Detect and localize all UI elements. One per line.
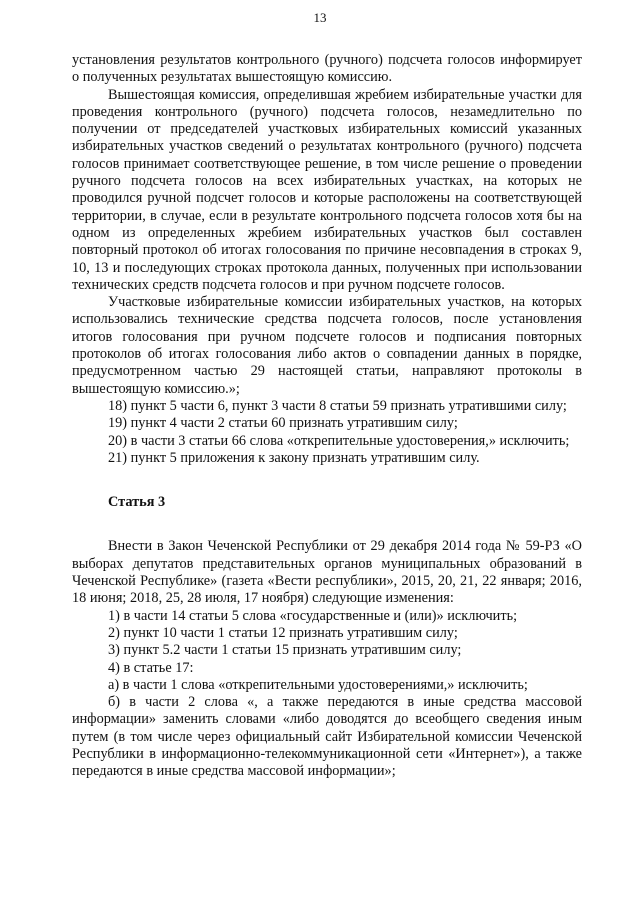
text-block-after	[72, 538, 582, 780]
text-block-before	[72, 52, 582, 467]
paragraph: 4) в статье 17:	[108, 659, 194, 676]
paragraph: Вышестоящая комиссия, определившая жребием избирательные участки для проведения контрольного (ручного) подсчета голосов, незамедлительно по получении от председателей участковых избирательных комиссий указанных избирательных участков сведений о результатах контрольного (ручного) подсчета голосов принимает соответствующее решение, в том числе решение о проведении ручного подсчета голосов на всех избирательных участках, на которых не проводился ручной подсчет голосов и которые расположены на соответствующей территории, в случае, если в результате контрольного подсчета голосов хотя бы на одном из определенных жребием избирательных участков был составлен повторный протокол об итогах голосования по причине несовпадения в строках 9, 10, 13 и последующих строках протокола данных, полученных при использовании технических средств подсчета голосов и при ручном подсчете голосов.	[72, 86, 582, 293]
paragraph: установления результатов контрольного (ручного) подсчета голосов информирует о полученных результатах вышестоящую комиссию.	[72, 52, 582, 86]
paragraph: 21) пункт 5 приложения к закону признать утратившим силу.	[108, 449, 480, 466]
paragraph: Участковые избирательные комиссии избирательных участков, на которых использовались технические средства подсчета голосов, после установления итогов голосования при ручном подсчете голосов и подписания повторных протоколов об итогах голосования либо актов о совпадении данных в порядке, предусмотренном частью 29 настоящей статьи, направляют протоколы в вышестоящую комиссию.»;	[72, 294, 582, 397]
paragraph: 19) пункт 4 части 2 статьи 60 признать утратившим силу;	[108, 415, 458, 432]
page-number: 13	[313, 10, 327, 25]
paragraph: 1) в части 14 статьи 5 слова «государственные и (или)» исключить;	[108, 607, 518, 624]
paragraph: 3) пункт 5.2 части 1 статьи 15 признать утратившим силу;	[108, 642, 462, 659]
paragraph: 2) пункт 10 части 1 статьи 12 признать утратившим силу;	[108, 624, 458, 641]
paragraph: Внести в Закон Чеченской Республики от 29 декабря 2014 года № 59-РЗ «О выборах депутатов представительных органов муниципальных образований в Чеченской Республике» (газета «Вести республики», 2015, 20, 21, 22 января; 2016, 18 июня; 2018, 25, 28 июля, 17 ноября) следующие изменения:	[72, 538, 582, 607]
paragraph: 20) в части 3 статьи 66 слова «открепительные удостоверения,» исключить;	[108, 432, 570, 449]
paragraph: а) в части 1 слова «открепительными удостоверениями,» исключить;	[108, 676, 528, 693]
paragraph: б) в части 2 слова «, а также передаются в иные средства массовой информации» заменить словами «либо доводятся до всеобщего сведения иным путем (в том числе через официальный сайт Избирательной комиссии Чеченской Республики в информационно-телекоммуникационной сети «Интернет»), а также передаются в иные средства массовой информации»;	[72, 694, 582, 780]
article-heading: Статья 3	[108, 494, 166, 511]
paragraph: 18) пункт 5 части 6, пункт 3 части 8 статьи 59 признать утратившими силу;	[108, 397, 567, 414]
document-body	[72, 52, 582, 781]
